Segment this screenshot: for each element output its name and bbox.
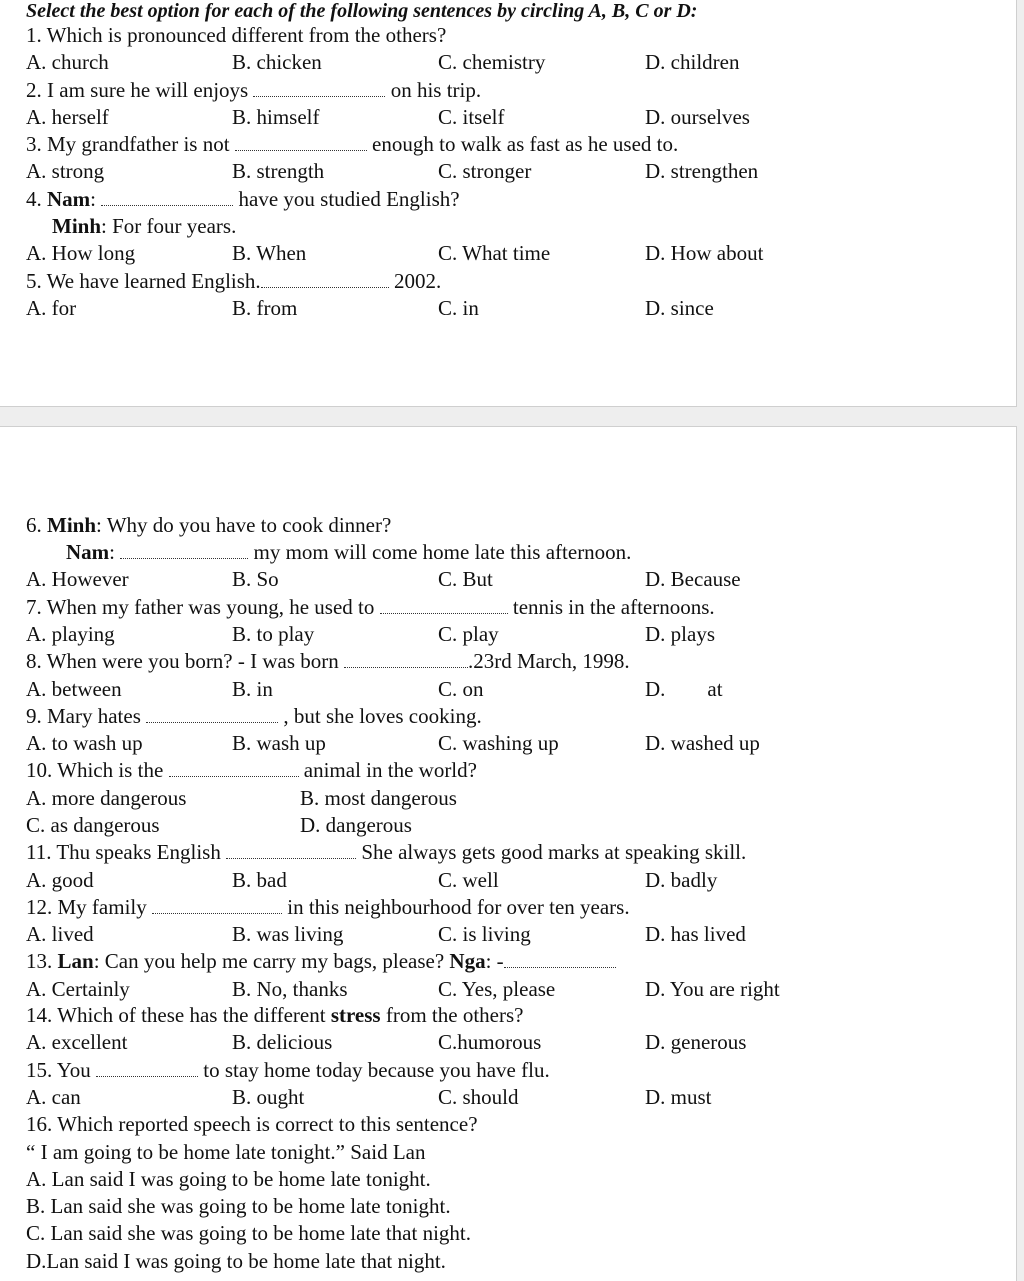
q13-speaker-2: Nga (449, 949, 486, 973)
q10-option-c[interactable]: C. as dangerous (26, 813, 160, 837)
q12-option-d[interactable]: D. has lived (645, 922, 746, 946)
q8-text-after: .23rd March, 1998. (468, 649, 630, 673)
q1-option-d[interactable]: D. children (645, 50, 740, 74)
q13-number: 13. (26, 949, 53, 973)
q7-text-before: 7. When my father was young, he used to (26, 595, 375, 619)
q7-option-c[interactable]: C. play (438, 622, 499, 646)
q10-option-d[interactable]: D. dangerous (300, 813, 412, 837)
q4-text-after: have you studied English? (238, 187, 460, 211)
q11-blank (226, 844, 356, 859)
question-9-stem (26, 703, 482, 729)
q12-option-b[interactable]: B. was living (232, 922, 344, 946)
q3-blank (235, 136, 367, 151)
q7-option-d[interactable]: D. plays (645, 622, 715, 646)
q13-option-a[interactable]: A. Certainly (26, 977, 130, 1001)
q2-option-b[interactable]: B. himself (232, 105, 320, 129)
q6-speaker-2: Nam (66, 540, 110, 564)
q8-option-d-word: at (707, 677, 723, 701)
q8-text-before: 8. When were you born? - I was born (26, 649, 339, 673)
q8-option-c[interactable]: C. on (438, 677, 484, 701)
q14-option-b[interactable]: B. delicious (232, 1030, 333, 1054)
q5-option-c[interactable]: C. in (438, 296, 479, 320)
q8-option-a[interactable]: A. between (26, 677, 122, 701)
q4-number: 4. (26, 187, 42, 211)
q3-option-d[interactable]: D. strengthen (645, 159, 759, 183)
q12-option-a[interactable]: A. lived (26, 922, 94, 946)
q5-text-after: 2002. (393, 269, 442, 293)
question-12-stem (26, 894, 630, 920)
q2-blank (253, 82, 385, 97)
q4-option-d[interactable]: D. How about (645, 241, 764, 265)
q15-option-d[interactable]: D. must (645, 1085, 712, 1109)
question-10-stem (26, 757, 477, 783)
q10-blank (169, 762, 299, 777)
q3-option-a[interactable]: A. strong (26, 159, 105, 183)
q15-text-after: to stay home today because you have flu. (203, 1058, 550, 1082)
q8-option-d-letter: D. (645, 677, 666, 701)
q13-speaker-1: Lan (57, 949, 94, 973)
q6-option-a[interactable]: A. However (26, 567, 129, 591)
question-5-stem (26, 268, 441, 294)
question-14-stem (26, 1002, 523, 1028)
q14-text-after: from the others? (385, 1003, 524, 1027)
q5-option-a[interactable]: A. for (26, 296, 77, 320)
q15-option-a[interactable]: A. can (26, 1085, 81, 1109)
q5-option-b[interactable]: B. from (232, 296, 298, 320)
q4-blank (101, 191, 233, 206)
q6-option-b[interactable]: B. So (232, 567, 279, 591)
q4-option-a[interactable]: A. How long (26, 241, 136, 265)
q9-text-before: 9. Mary hates (26, 704, 141, 728)
q4-option-c[interactable]: C. What time (438, 241, 551, 265)
question-15-stem (26, 1057, 550, 1083)
q7-option-a[interactable]: A. playing (26, 622, 115, 646)
question-2-stem (26, 77, 481, 103)
q9-option-a[interactable]: A. to wash up (26, 731, 143, 755)
q4-speaker-1: Nam (47, 187, 91, 211)
q7-text-after: tennis in the afternoons. (512, 595, 715, 619)
q11-option-b[interactable]: B. bad (232, 868, 287, 892)
q3-text-after: enough to walk as fast as he used to. (372, 132, 679, 156)
q2-text-before: 2. I am sure he will enjoys (26, 78, 249, 102)
q4-option-b[interactable]: B. When (232, 241, 307, 265)
q10-text-after: animal in the world? (303, 758, 477, 782)
q12-text-after: in this neighbourhood for over ten years. (287, 895, 630, 919)
q13-option-c[interactable]: C. Yes, please (438, 977, 556, 1001)
q13-option-b[interactable]: B. No, thanks (232, 977, 348, 1001)
question-8-stem (26, 648, 630, 674)
q8-option-b[interactable]: B. in (232, 677, 273, 701)
q13-text-after: : - (485, 949, 504, 973)
q11-text-after: She always gets good marks at speaking skill. (361, 840, 747, 864)
q15-blank (96, 1062, 198, 1077)
q13-line: : Can you help me carry my bags, please? (93, 949, 445, 973)
q10-text-before: 10. Which is the (26, 758, 164, 782)
q3-option-c[interactable]: C. stronger (438, 159, 532, 183)
question-4-stem (26, 186, 460, 212)
q7-option-b[interactable]: B. to play (232, 622, 315, 646)
q6-blank (120, 544, 248, 559)
q13-option-d[interactable]: D. You are right (645, 977, 780, 1001)
q6-option-d[interactable]: D. Because (645, 567, 741, 591)
q12-text-before: 12. My family (26, 895, 147, 919)
q4-colon: : (90, 187, 97, 211)
q6-number: 6. (26, 513, 42, 537)
q16-option-b[interactable]: B. Lan said she was going to be home late tonight. (26, 1194, 451, 1218)
q2-option-c[interactable]: C. itself (438, 105, 505, 129)
q6-colon: : (109, 540, 116, 564)
q2-option-a[interactable]: A. herself (26, 105, 109, 129)
q10-option-a[interactable]: A. more dangerous (26, 786, 187, 810)
q16-option-c[interactable]: C. Lan said she was going to be home late that night. (26, 1221, 471, 1245)
q12-blank (152, 899, 282, 914)
q1-option-c[interactable]: C. chemistry (438, 50, 546, 74)
q1-option-b[interactable]: B. chicken (232, 50, 322, 74)
q4-reply: : For four years. (101, 214, 237, 238)
question-6-stem (26, 512, 391, 538)
q2-text-after: on his trip. (390, 78, 482, 102)
q6-reply-line (66, 539, 631, 565)
q14-option-a[interactable]: A. excellent (26, 1030, 128, 1054)
question-16-stem: 16. Which reported speech is correct to this sentence? (26, 1112, 478, 1136)
q5-blank (261, 273, 389, 288)
q9-option-d[interactable]: D. washed up (645, 731, 760, 755)
q14-option-d[interactable]: D. generous (645, 1030, 747, 1054)
q8-option-d[interactable] (645, 676, 723, 702)
q4-reply-line (52, 213, 236, 239)
q11-text-before: 11. Thu speaks English (26, 840, 221, 864)
q13-blank (504, 953, 616, 968)
instruction-title: Select the best option for each of the following sentences by circling A, B, C or D: (26, 0, 698, 22)
question-13-stem (26, 948, 616, 974)
q16-quote: “ I am going to be home late tonight.” Said Lan (26, 1140, 426, 1164)
q7-blank (380, 599, 508, 614)
q16-option-a[interactable]: A. Lan said I was going to be home late tonight. (26, 1167, 431, 1191)
q11-option-d[interactable]: D. badly (645, 868, 718, 892)
q9-blank (146, 708, 278, 723)
q6-option-c[interactable]: C. But (438, 567, 493, 591)
q12-option-c[interactable]: C. is living (438, 922, 531, 946)
q1-option-a[interactable]: A. church (26, 50, 109, 74)
q6-text-after: my mom will come home late this afternoon. (253, 540, 632, 564)
q4-speaker-2: Minh (52, 214, 102, 238)
q15-text-before: 15. You (26, 1058, 91, 1082)
q16-option-d[interactable]: D.Lan said I was going to be home late that night. (26, 1249, 446, 1273)
q8-blank (344, 653, 468, 668)
q9-option-b[interactable]: B. wash up (232, 731, 326, 755)
question-1-stem: 1. Which is pronounced different from the others? (26, 23, 447, 47)
q2-option-d[interactable]: D. ourselves (645, 105, 750, 129)
q9-option-c[interactable]: C. washing up (438, 731, 559, 755)
question-11-stem (26, 839, 746, 865)
q6-speaker-1: Minh (47, 513, 97, 537)
q5-text-before: 5. We have learned English. (26, 269, 261, 293)
q14-text-before: 14. Which of these has the different (26, 1003, 326, 1027)
q14-option-c[interactable]: C.humorous (438, 1030, 542, 1054)
q15-option-b[interactable]: B. ought (232, 1085, 305, 1109)
q3-option-b[interactable]: B. strength (232, 159, 325, 183)
q11-option-c[interactable]: C. well (438, 868, 499, 892)
q6-line-1: : Why do you have to cook dinner? (96, 513, 392, 537)
q9-text-after: , but she loves cooking. (283, 704, 482, 728)
q15-option-c[interactable]: C. should (438, 1085, 519, 1109)
q5-option-d[interactable]: D. since (645, 296, 714, 320)
question-7-stem (26, 594, 715, 620)
q10-option-b[interactable]: B. most dangerous (300, 786, 457, 810)
q3-text-before: 3. My grandfather is not (26, 132, 230, 156)
q11-option-a[interactable]: A. good (26, 868, 94, 892)
q14-bold-word: stress (330, 1003, 381, 1027)
question-3-stem (26, 131, 678, 157)
